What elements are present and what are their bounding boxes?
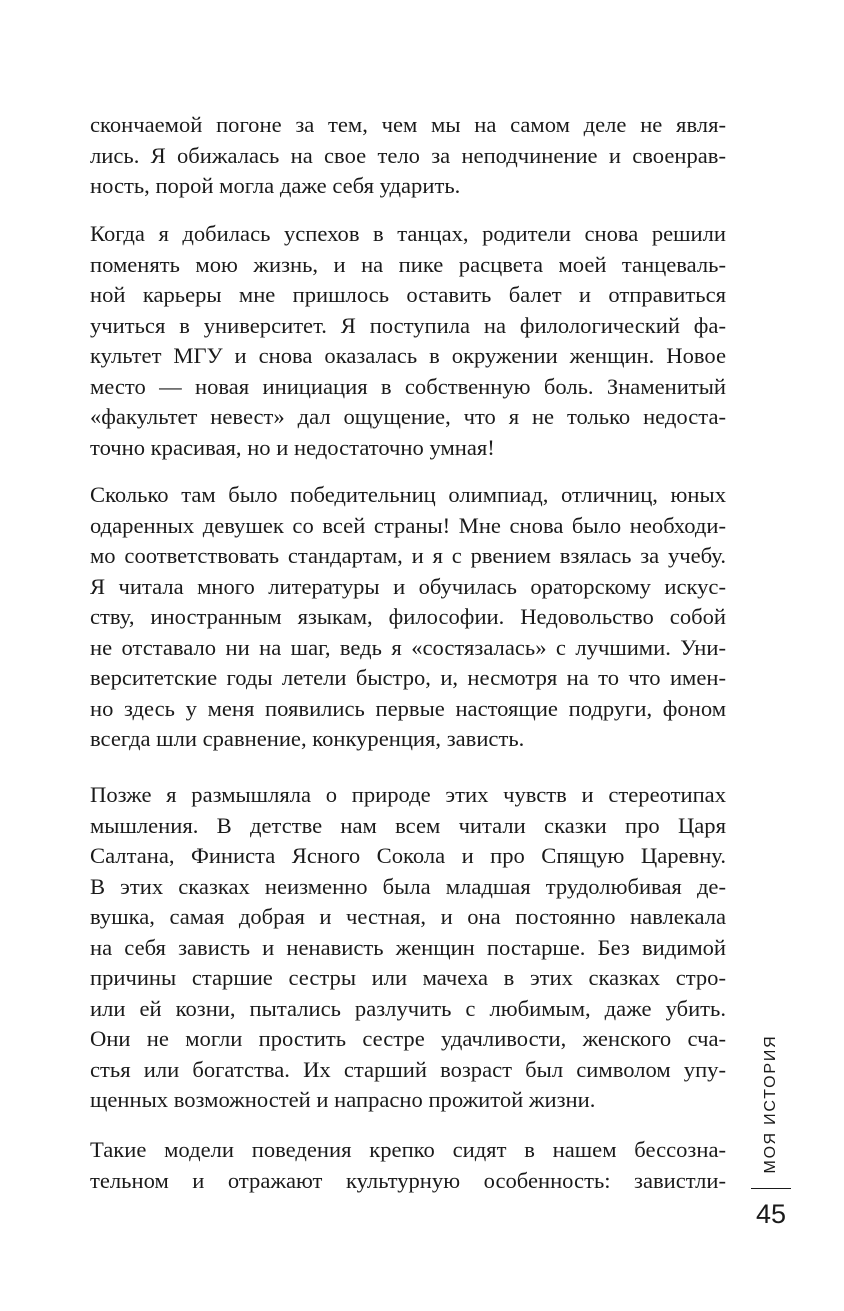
text-line: вушка, самая добрая и честная, и она постоянно навлекала <box>90 904 726 929</box>
text-line: мо соответствовать стандартам, и я с рвением взялась за учебу. <box>90 543 726 568</box>
paragraph <box>90 780 726 1116</box>
text-line: тельном и отражают культурную особенность: завистли- <box>90 1167 726 1193</box>
text-line: ной карьеры мне пришлось оставить балет и отправиться <box>90 282 726 307</box>
text-line: ству, иностранным языкам, философии. Недовольство собой <box>90 604 726 629</box>
text-line: не отставало ни на шаг, ведь я «состязалась» с лучшими. Уни- <box>90 634 726 660</box>
text-line: мышления. В детстве нам всем читали сказки про Царя <box>90 812 726 838</box>
text-line: верситетские годы летели быстро, и, несмотря на то что имен- <box>90 665 726 690</box>
text-line: Когда я добилась успехов в танцах, родители снова решили <box>90 221 726 246</box>
page-number: 45 <box>755 1199 787 1229</box>
text-line: стья или богатства. Их старший возраст был символом упу- <box>90 1056 726 1082</box>
running-head <box>750 1030 792 1178</box>
text-line: Я читала много литературы и обучилась ораторскому искус- <box>90 573 726 599</box>
text-line: но здесь у меня появились первые настоящие подруги, фоном <box>90 695 726 721</box>
paragraph <box>90 219 726 463</box>
text-line: культет МГУ и снова оказалась в окружении женщин. Новое <box>90 343 726 368</box>
text-line: точно красивая, но и недостаточно умная! <box>90 434 495 460</box>
text-line: место — новая инициация в собственную боль. Знаменитый <box>90 373 726 399</box>
text-line: Такие модели поведения крепко сидят в нашем бессозна- <box>90 1137 726 1162</box>
text-line: Они не могли простить сестре удачливости, женского сча- <box>90 1026 726 1051</box>
paragraph <box>90 110 726 202</box>
text-line: В этих сказках неизменно была младшая трудолюбивая де- <box>90 873 726 899</box>
text-line: Сколько там было победительниц олимпиад, отличниц, юных <box>90 482 726 507</box>
text-line: «факультет невест» дал ощущение, что я не только недоста- <box>90 404 726 429</box>
text-line: учиться в университет. Я поступила на филологический фа- <box>90 312 726 338</box>
paragraph <box>90 1135 726 1196</box>
text-line: поменять мою жизнь, и на пике расцвета моей танцеваль- <box>90 251 726 277</box>
text-line: Салтана, Финиста Ясного Сокола и про Спящую Царевну. <box>90 843 726 868</box>
text-line: лись. Я обижалась на свое тело за неподчинение и своенрав- <box>90 142 726 168</box>
text-line: скончаемой погоне за тем, чем мы на самом деле не явля- <box>90 112 726 137</box>
running-head-text: МОЯ ИСТОРИЯ <box>762 1034 779 1174</box>
paragraph <box>90 480 726 755</box>
text-line: Позже я размышляла о природе этих чувств и стереотипах <box>90 782 726 807</box>
text-line: причины старшие сестры или мачеха в этих сказках стро- <box>90 965 726 990</box>
text-line: щенных возможностей и напрасно прожитой жизни. <box>90 1087 596 1112</box>
text-line: или ей козни, пытались разлучить с любимым, даже убить. <box>90 995 726 1021</box>
text-line: всегда шли сравнение, конкуренция, зависть. <box>90 726 525 751</box>
folio-divider <box>751 1188 791 1189</box>
text-line: на себя зависть и ненависть женщин постарше. Без видимой <box>90 934 726 960</box>
text-line: одаренных девушек со всей страны! Мне снова было необходи- <box>90 512 726 538</box>
text-line: ность, порой могла даже себя ударить. <box>90 173 461 198</box>
